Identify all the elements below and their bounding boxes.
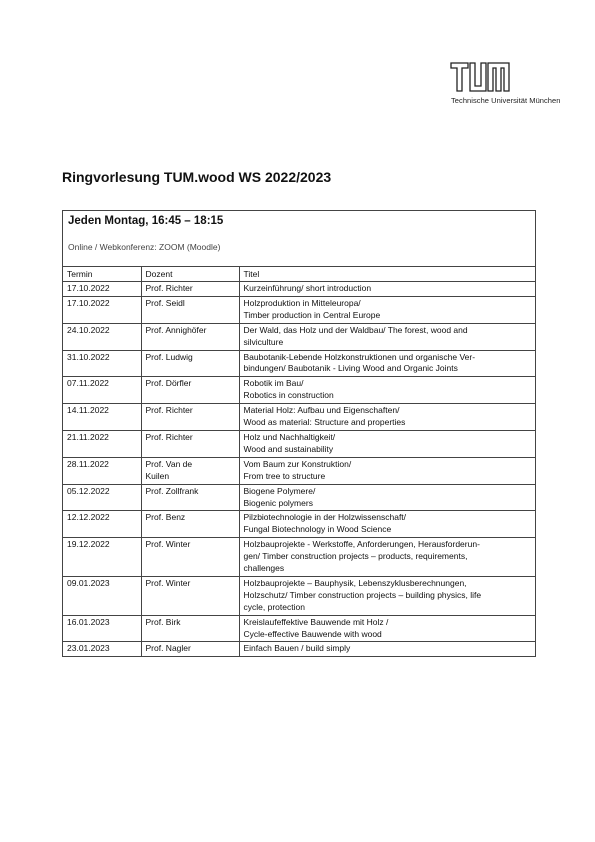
cell-lecturer-line: Prof. Winter — [145, 539, 191, 550]
cell-title-line: Holz und Nachhaltigkeit/ — [243, 431, 336, 442]
cell-lecturer-line: Prof. Zollfrank — [145, 485, 199, 496]
schedule-table — [63, 267, 535, 656]
cell-date: 28.11.2022 — [63, 457, 141, 484]
cell-lecturer-line: Kuilen — [145, 470, 170, 481]
cell-lecturer — [141, 350, 239, 377]
cell-title-line: Fungal Biotechnology in Wood Science — [243, 524, 392, 535]
table-row — [63, 484, 535, 511]
table-row — [63, 511, 535, 538]
schedule-box — [62, 210, 536, 657]
column-header-lecturer: Dozent — [141, 267, 239, 282]
cell-title-line: gen/ Timber construction projects – products, requirements, — [243, 551, 468, 562]
cell-title — [239, 282, 535, 297]
cell-title — [239, 457, 535, 484]
cell-title-line: Baubotanik-Lebende Holzkonstruktionen und organische Ver- — [243, 351, 476, 362]
cell-date: 17.10.2022 — [63, 282, 141, 297]
cell-title — [239, 615, 535, 642]
cell-title — [239, 404, 535, 431]
cell-date: 31.10.2022 — [63, 350, 141, 377]
cell-title-line: Timber production in Central Europe — [243, 309, 381, 320]
table-row — [63, 404, 535, 431]
cell-title-line: Biogene Polymere/ — [243, 485, 316, 496]
cell-title-line: bindungen/ Baubotanik - Living Wood and Organic Joints — [243, 363, 458, 374]
cell-title — [239, 350, 535, 377]
cell-lecturer-line: Prof. Nagler — [145, 643, 191, 654]
table-row — [63, 282, 535, 297]
column-header-title: Titel — [239, 267, 535, 282]
cell-date: 07.11.2022 — [63, 377, 141, 404]
cell-date: 09.01.2023 — [63, 576, 141, 615]
cell-date: 19.12.2022 — [63, 538, 141, 577]
cell-date: 12.12.2022 — [63, 511, 141, 538]
cell-lecturer-line: Prof. Birk — [145, 616, 181, 627]
cell-title-line: Kreislaufeffektive Bauwende mit Holz / — [243, 616, 389, 627]
cell-title-line: Wood and sustainability — [243, 443, 334, 454]
cell-title — [239, 576, 535, 615]
cell-lecturer — [141, 576, 239, 615]
schedule-header — [63, 211, 535, 267]
table-row — [63, 576, 535, 615]
cell-title-line: Holzbauprojekte – Bauphysik, Lebenszyklusberechnungen, — [243, 577, 467, 588]
cell-date: 24.10.2022 — [63, 323, 141, 350]
table-row — [63, 296, 535, 323]
cell-lecturer — [141, 511, 239, 538]
cell-title-line: Kurzeinführung/ short introduction — [243, 283, 372, 293]
cell-date: 16.01.2023 — [63, 615, 141, 642]
cell-lecturer-line: Prof. Annighöfer — [145, 324, 207, 335]
cell-lecturer — [141, 404, 239, 431]
table-row — [63, 323, 535, 350]
table-row — [63, 377, 535, 404]
table-row — [63, 350, 535, 377]
cell-date: 05.12.2022 — [63, 484, 141, 511]
cell-lecturer-line: Prof. Winter — [145, 577, 191, 588]
cell-lecturer-line: Prof. Benz — [145, 512, 186, 523]
cell-title-line: From tree to structure — [243, 470, 326, 481]
tum-logo — [450, 62, 510, 92]
cell-title — [239, 484, 535, 511]
cell-lecturer-line: Prof. Richter — [145, 431, 193, 442]
cell-title-line: cycle, protection — [243, 601, 305, 612]
institution-name: Technische Universität München — [451, 96, 561, 105]
cell-title — [239, 296, 535, 323]
cell-title-line: Vom Baum zur Konstruktion/ — [243, 458, 352, 469]
cell-lecturer — [141, 642, 239, 656]
page-title: Ringvorlesung TUM.wood WS 2022/2023 — [62, 169, 332, 185]
cell-lecturer — [141, 377, 239, 404]
cell-lecturer-line: Prof. Richter — [145, 283, 193, 293]
cell-title-line: Biogenic polymers — [243, 497, 313, 508]
cell-lecturer — [141, 457, 239, 484]
cell-title — [239, 642, 535, 656]
cell-title-line: Holzbauprojekte - Werkstoffe, Anforderungen, Herausforderun- — [243, 539, 480, 550]
table-row — [63, 457, 535, 484]
cell-title-line: Holzschutz/ Timber construction projects – building physics, life — [243, 589, 482, 600]
cell-title-line: Der Wald, das Holz und der Waldbau/ The forest, wood and — [243, 324, 468, 335]
cell-date: 17.10.2022 — [63, 296, 141, 323]
table-row — [63, 538, 535, 577]
cell-lecturer — [141, 430, 239, 457]
cell-date: 14.11.2022 — [63, 404, 141, 431]
cell-lecturer — [141, 484, 239, 511]
cell-title — [239, 511, 535, 538]
cell-lecturer-line: Prof. Van de — [145, 458, 193, 469]
cell-lecturer — [141, 323, 239, 350]
table-row — [63, 642, 535, 656]
schedule-time: Jeden Montag, 16:45 – 18:15 — [68, 215, 224, 227]
table-body — [63, 282, 535, 657]
cell-title-line: Pilzbiotechnologie in der Holzwissenschaft/ — [243, 512, 407, 523]
cell-lecturer — [141, 296, 239, 323]
cell-title-line: Material Holz: Aufbau und Eigenschaften/ — [243, 405, 400, 416]
column-header-date: Termin — [63, 267, 141, 282]
cell-title-line: Einfach Bauen / build simply — [243, 643, 351, 654]
table-header-row — [63, 267, 535, 282]
table-row — [63, 430, 535, 457]
cell-date: 21.11.2022 — [63, 430, 141, 457]
cell-lecturer-line: Prof. Dörfler — [145, 378, 192, 389]
schedule-location: Online / Webkonferenz: ZOOM (Moodle) — [68, 242, 221, 252]
cell-date: 23.01.2023 — [67, 643, 110, 654]
cell-lecturer — [141, 615, 239, 642]
table-row — [63, 615, 535, 642]
cell-title-line: Robotics in construction — [243, 390, 334, 401]
cell-lecturer — [141, 538, 239, 577]
cell-title-line: silviculture — [243, 336, 284, 347]
cell-title-line: Cycle-effective Bauwende with wood — [243, 628, 382, 639]
cell-lecturer-line: Prof. Richter — [145, 405, 193, 416]
cell-title-line: challenges — [243, 563, 285, 574]
cell-lecturer-line: Prof. Seidl — [145, 297, 185, 308]
cell-title-line: Robotik im Bau/ — [243, 378, 304, 389]
cell-title — [239, 538, 535, 577]
cell-lecturer-line: Prof. Ludwig — [145, 351, 193, 362]
cell-title — [239, 323, 535, 350]
cell-title — [239, 377, 535, 404]
cell-title — [239, 430, 535, 457]
cell-lecturer — [141, 282, 239, 297]
cell-title-line: Wood as material: Structure and properties — [243, 417, 406, 428]
cell-title-line: Holzproduktion in Mitteleuropa/ — [243, 297, 361, 308]
